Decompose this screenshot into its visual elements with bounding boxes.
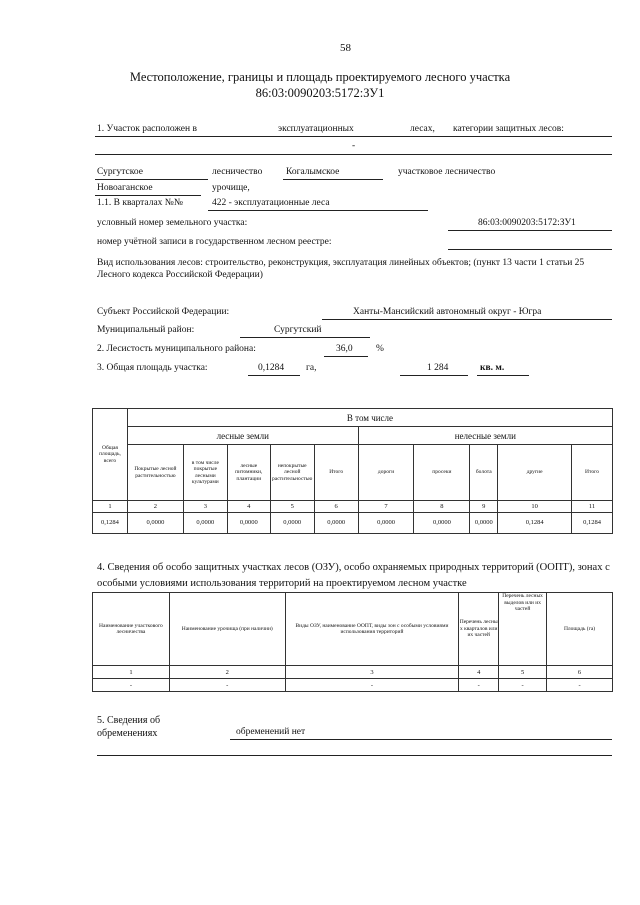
table-cell: - — [547, 679, 613, 692]
table-subheader: Итого — [572, 445, 613, 501]
table-subheader: Итого — [314, 445, 358, 501]
underline — [283, 179, 383, 180]
tract-label: урочище, — [212, 183, 250, 193]
district-forestry-label: участковое лесничество — [398, 167, 496, 177]
quarters-label: 1.1. В кварталах №№ — [97, 198, 183, 208]
table-cell: 0,0000 — [127, 513, 183, 534]
table2-header: Площадь (га) — [547, 593, 613, 666]
district-forestry-value: Когалымское — [286, 167, 340, 177]
page-title: Местоположение, границы и площадь проектируемого лесного участка — [129, 70, 511, 84]
table-cell: - — [169, 679, 285, 692]
underline — [95, 154, 612, 155]
protective-category-label: категории защитных лесов: — [453, 124, 564, 134]
area-ha-value: 0,1284 — [258, 363, 285, 373]
total-area-label: 3. Общая площадь участка: — [97, 363, 208, 373]
encumbrance-label: 5. Сведения об обременениях — [97, 715, 161, 739]
table-cell: 0,0000 — [227, 513, 270, 534]
underline — [248, 375, 300, 376]
underline — [95, 136, 612, 137]
column-number: 2 — [169, 666, 285, 679]
table-subheader: другие — [498, 445, 572, 501]
column-number: 2 — [127, 501, 183, 513]
table-subheader: в том числе покрытые лесными культурами — [183, 445, 227, 501]
column-number: 10 — [498, 501, 572, 513]
table-cell: 0,0000 — [414, 513, 470, 534]
table2-header: Наименование урочища (при наличии) — [169, 593, 285, 666]
table-row — [93, 513, 613, 534]
table-subheader: непокрытые лесной растительностью — [270, 445, 314, 501]
column-number: 6 — [314, 501, 358, 513]
underline — [448, 230, 612, 231]
table-subheader: лесные питомники, плантации — [227, 445, 270, 501]
column-number: 1 — [93, 666, 170, 679]
municipal-label: Муниципальный район: — [97, 325, 195, 335]
cadastral-value: 86:03:0090203:5172:ЗУ1 — [478, 218, 576, 228]
municipal-value: Сургутский — [274, 325, 322, 335]
forest-cover-value: 36,0 — [336, 344, 353, 354]
underline — [477, 375, 529, 376]
table-cell: 0,0000 — [470, 513, 498, 534]
area-m2-unit: кв. м. — [480, 363, 505, 373]
table-cell: 0,1284 — [498, 513, 572, 534]
column-number: 1 — [93, 501, 128, 513]
table-cell: 0,0000 — [314, 513, 358, 534]
table-subheader: болота — [470, 445, 498, 501]
table-header-total: Общая площадь, всего — [93, 409, 128, 501]
quarters-value: 422 - эксплуатационные леса — [212, 198, 330, 208]
tract-value: Новоаганское — [97, 183, 153, 193]
usage-text: Вид использования лесов: строительство, реконструкция, эксплуатация линейных объектов; (пункт 13 части 1 статьи 25 Лесного кодекса Российской Федерации) — [97, 258, 585, 280]
forest-type-value: эксплуатационных — [278, 124, 354, 134]
table-subheader: просеки — [414, 445, 470, 501]
table-cell: 0,0000 — [183, 513, 227, 534]
protective-category-value: - — [352, 141, 356, 151]
table-cell: - — [93, 679, 170, 692]
subject-value: Ханты-Мансийский автономный округ - Югра — [353, 307, 542, 317]
forestry-value: Сургутское — [97, 167, 143, 177]
table-subheader: дороги — [358, 445, 414, 501]
column-number: 9 — [470, 501, 498, 513]
subject-label: Субъект Российской Федерации: — [97, 307, 230, 317]
table-cell: 0,0000 — [358, 513, 414, 534]
table-subheader: Покрытые лесной растительностью — [127, 445, 183, 501]
table-cell: 0,1284 — [572, 513, 613, 534]
location-label: 1. Участок расположен в — [97, 124, 197, 134]
column-number: 7 — [358, 501, 414, 513]
column-number: 3 — [183, 501, 227, 513]
forest-cover-label: 2. Лесистость муниципального района: — [97, 344, 256, 354]
column-number: 5 — [499, 666, 547, 679]
table2-header: Виды ОЗУ, наименование ООПТ, виды зон с особыми условиями использования территорий — [285, 593, 459, 666]
forest-label: лесах, — [410, 124, 435, 134]
column-number: 4 — [227, 501, 270, 513]
underline — [324, 356, 368, 357]
column-number: 5 — [270, 501, 314, 513]
registry-label: номер учётной записи в государственном лесном реестре: — [97, 237, 332, 247]
table-cell: - — [499, 679, 547, 692]
table-cell: - — [285, 679, 459, 692]
table-cell: 0,1284 — [93, 513, 128, 534]
area-ha-unit: га, — [306, 363, 317, 373]
underline — [97, 755, 612, 756]
section4-heading: 4. Сведения об особо защитных участках лесов (ОЗУ), особо охраняемых природных территорий (ООПТ), зонах с особыми условиями использования территорий на проектируемом лесном участке — [97, 562, 610, 589]
column-number: 8 — [414, 501, 470, 513]
column-number: 6 — [547, 666, 613, 679]
table-cell: 0,0000 — [270, 513, 314, 534]
table-row — [93, 679, 613, 692]
underline — [95, 195, 201, 196]
underline — [230, 739, 612, 740]
table-cell: - — [459, 679, 499, 692]
underline — [240, 337, 370, 338]
table-header-in-total: В том числе — [127, 409, 612, 427]
cadastral-label: условный номер земельного участка: — [97, 218, 248, 228]
parcel-number-title: 86:03:0090203:5172:ЗУ1 — [255, 86, 385, 100]
column-number: 3 — [285, 666, 459, 679]
underline — [322, 319, 612, 320]
forest-cover-unit: % — [376, 344, 384, 354]
table-header-nonforest-lands: нелесные земли — [358, 427, 612, 445]
underline — [400, 375, 468, 376]
column-number: 4 — [459, 666, 499, 679]
column-number: 11 — [572, 501, 613, 513]
land-area-table — [92, 408, 613, 534]
underline — [208, 210, 428, 211]
table2-header: Перечень лесных выделов или их частей — [499, 593, 547, 666]
underline — [95, 179, 208, 180]
table2-header: Наименование участкового лесничества — [93, 593, 170, 666]
underline — [448, 249, 612, 250]
table-header-forest-lands: лесные земли — [127, 427, 358, 445]
page-number: 58 — [340, 42, 351, 54]
encumbrance-value: обременений нет — [236, 727, 306, 737]
forestry-label: лесничество — [212, 167, 263, 177]
protected-areas-table — [92, 592, 613, 692]
area-m2-value: 1 284 — [427, 363, 449, 373]
table2-header: Перечень лесных кварталов или их частей — [459, 593, 499, 666]
